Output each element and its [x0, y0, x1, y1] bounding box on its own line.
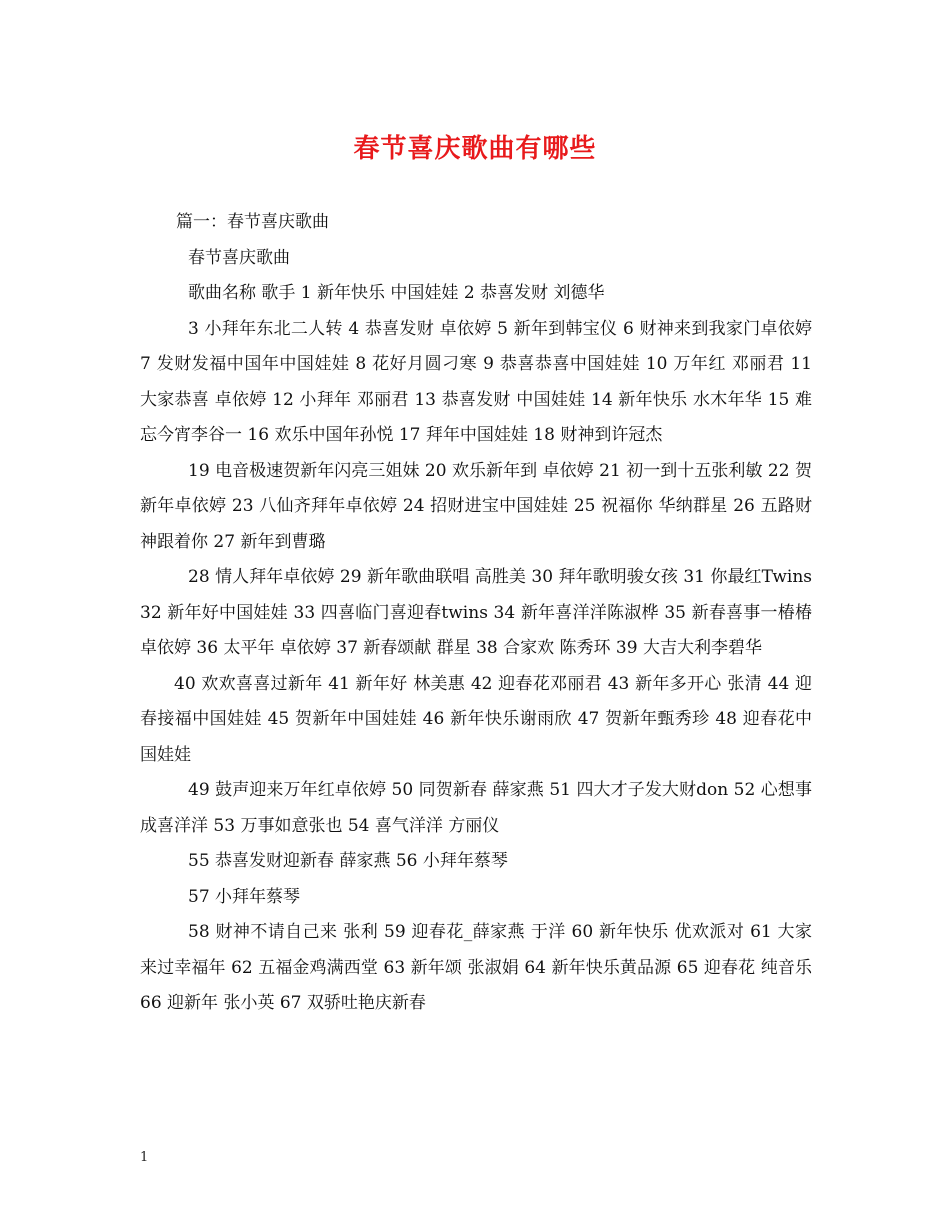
song-list-paragraph: 57 小拜年蔡琴 [188, 886, 301, 907]
page-number: 1 [140, 1150, 149, 1165]
song-list-paragraph: 40 欢欢喜喜过新年 41 新年好 林美惠 42 迎春花邓丽君 43 新年多开心 张清 44 迎春接福中国娃娃 45 贺新年中国娃娃 46 新年快乐谢雨欣 47 贺新年甄秀珍 48 迎春花中国娃娃 [140, 673, 812, 765]
song-list-paragraph: 19 电音极速贺新年闪亮三姐妹 20 欢乐新年到 卓依婷 21 初一到十五张利敏 22 贺新年卓依婷 23 八仙齐拜年卓依婷 24 招财进宝中国娃娃 25 祝福你 华纳群星 26 五路财神跟着你 27 新年到曹璐 [140, 460, 812, 552]
song-list-paragraph: 28 情人拜年卓依婷 29 新年歌曲联唱 高胜美 30 拜年歌明骏女孩 31 你最红Twins 32 新年好中国娃娃 33 四喜临门喜迎春twins 34 新年喜洋洋陈淑桦 35 新春喜事一椿椿卓依婷 36 太平年 卓依婷 37 新春颂献 群星 38 合家欢 陈秀环 39 大吉大利李碧华 [140, 567, 812, 658]
song-list-paragraph: 49 鼓声迎来万年红卓依婷 50 同贺新春 薛家燕 51 四大才子发大财don 52 心想事成喜洋洋 53 万事如意张也 54 喜气洋洋 方丽仪 [140, 780, 812, 836]
document-body [140, 205, 812, 1022]
song-list-paragraph: 58 财神不请自己来 张利 59 迎春花_薛家燕 于洋 60 新年快乐 优欢派对 61 大家来过幸福年 62 五福金鸡满西堂 63 新年颂 张淑娟 64 新年快乐黄品源 65 迎春花 纯音乐 66 迎新年 张小英 67 双骄吐艳庆新春 [140, 922, 812, 1013]
document-title: 春节喜庆歌曲有哪些 [353, 134, 597, 164]
subheading: 春节喜庆歌曲 [188, 247, 290, 268]
song-list-paragraph: 55 恭喜发财迎新春 薛家燕 56 小拜年蔡琴 [188, 851, 508, 871]
section-heading: 篇一：春节喜庆歌曲 [176, 212, 329, 232]
song-list-paragraph: 3 小拜年东北二人转 4 恭喜发财 卓依婷 5 新年到韩宝仪 6 财神来到我家门卓依婷 7 发财发福中国年中国娃娃 8 花好月圆刁寒 9 恭喜恭喜中国娃娃 10 万年红 邓丽君 11 大家恭喜 卓依婷 12 小拜年 邓丽君 13 恭喜发财 中国娃娃 14 新年快乐 水木年华 15 难忘今宵李谷一 16 欢乐中国年孙悦 17 拜年中国娃娃 18 财神到许冠杰 [140, 318, 812, 445]
song-list-header: 歌曲名称 歌手 1 新年快乐 中国娃娃 2 恭喜发财 刘德华 [188, 283, 605, 303]
